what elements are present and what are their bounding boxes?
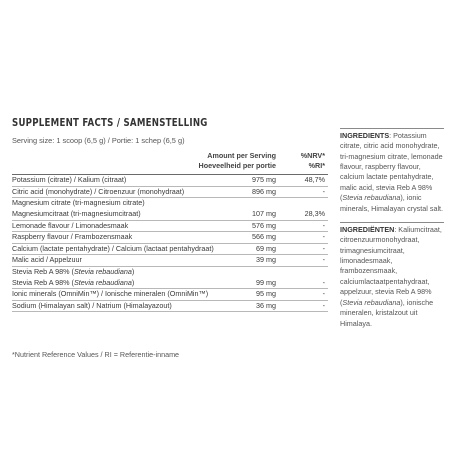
row-amount: 107 mg (252, 208, 276, 218)
ingredients-nl-label: INGREDIËNTEN (340, 224, 395, 234)
ingredients-en-text: : Potassium citrate, citric acid monohydrate, tri-magnesium citrate, lemonade flavour, raspberry flavour, calcium lactate pentahydrate, malic acid, stevia Reb A 98% (Stevia rebaudiana), ionic minerals, Himalayan crystal salt. (340, 130, 444, 213)
table-row (12, 244, 328, 256)
row-nrv: - (322, 232, 325, 242)
row-amount: 39 mg (256, 255, 276, 265)
row-amount: 99 mg (256, 277, 276, 287)
ingredients-panel (340, 128, 444, 329)
table-body (12, 175, 328, 312)
row-amount: 975 mg (252, 175, 276, 185)
row-nrv: - (322, 186, 325, 196)
table-row (12, 255, 328, 267)
ingredients-rule (340, 128, 444, 129)
nrv-header-line2: %RI* (308, 161, 325, 170)
row-name: Lemonade flavour / Limonadesmaak (12, 220, 129, 230)
row-name: Potassium (citrate) / Kalium (citraat) (12, 175, 127, 185)
row-nrv: 28,3% (304, 208, 325, 218)
row-name: Magnesium citrate (tri-magnesium citrate) (12, 198, 145, 208)
table-row (12, 209, 328, 221)
table-row (12, 267, 328, 278)
row-nrv: - (322, 220, 325, 230)
table-row (12, 221, 328, 233)
row-nrv: - (322, 243, 325, 253)
row-name: Stevia Reb A 98% (Stevia rebaudiana) (12, 277, 135, 287)
row-nrv: - (322, 255, 325, 265)
row-nrv: - (322, 289, 325, 299)
row-name: Magnesiumcitraat (tri-magnesiumcitraat) (12, 208, 141, 218)
table-row (12, 232, 328, 244)
row-amount: 36 mg (256, 300, 276, 310)
ingredients-en (340, 131, 444, 214)
row-amount: 566 mg (252, 232, 276, 242)
ingredients-rule-nl (340, 222, 444, 223)
row-name: Citric acid (monohydrate) / Citroenzuur (monohydraat) (12, 186, 185, 196)
ingredients-nl (340, 225, 444, 329)
row-name: Stevia Reb A 98% (Stevia rebaudiana) (12, 266, 135, 276)
nrv-header (301, 151, 325, 171)
table-header (12, 150, 328, 174)
serving-size: Serving size: 1 scoop (6,5 g) / Portie: 1 schep (6,5 g) (12, 136, 185, 145)
supplement-facts-table (12, 150, 328, 312)
row-amount: 95 mg (256, 289, 276, 299)
page-title: SUPPLEMENT FACTS / SAMENSTELLING (12, 117, 208, 129)
row-amount: 896 mg (252, 186, 276, 196)
row-nrv: - (322, 300, 325, 310)
table-row (12, 187, 328, 199)
footnote: *Nutrient Reference Values / RI = Referentie-inname (12, 350, 180, 359)
amount-header-line1: Amount per Serving (207, 151, 276, 160)
row-nrv: 48,7% (304, 175, 325, 185)
row-amount: 576 mg (252, 220, 276, 230)
amount-header-line2: Hoeveelheid per portie (198, 161, 276, 170)
table-row (12, 175, 328, 187)
ingredients-nl-text: : Kaliumcitraat, citroenzuurmonohydraat, trimagnesiumcitraat, limonadesmaak, frambozensmaak, calciumlactaatpentahydraat, appelzuur, stevia Reb A 98% (Stevia rebaudiana), ionische mineralen, kristalzout uit Himalaya. (340, 224, 442, 328)
row-nrv: - (322, 277, 325, 287)
ingredients-en-label: INGREDIENTS (340, 130, 390, 140)
table-row (12, 289, 328, 301)
row-name: Malic acid / Appelzuur (12, 255, 82, 265)
row-name: Sodium (Himalayan salt) / Natrium (Himalayazout) (12, 300, 172, 310)
row-name: Ionic minerals (OmniMin™) / Ionische mineralen (OmniMin™) (12, 289, 209, 299)
table-row (12, 278, 328, 290)
table-row (12, 301, 328, 313)
row-name: Raspberry flavour / Frambozensmaak (12, 232, 133, 242)
amount-header (199, 151, 277, 171)
row-amount: 69 mg (256, 243, 276, 253)
row-name: Calcium (lactate pentahydrate) / Calcium (lactaat pentahydraat) (12, 243, 214, 253)
table-row (12, 198, 328, 209)
nrv-header-line1: %NRV* (300, 151, 325, 160)
